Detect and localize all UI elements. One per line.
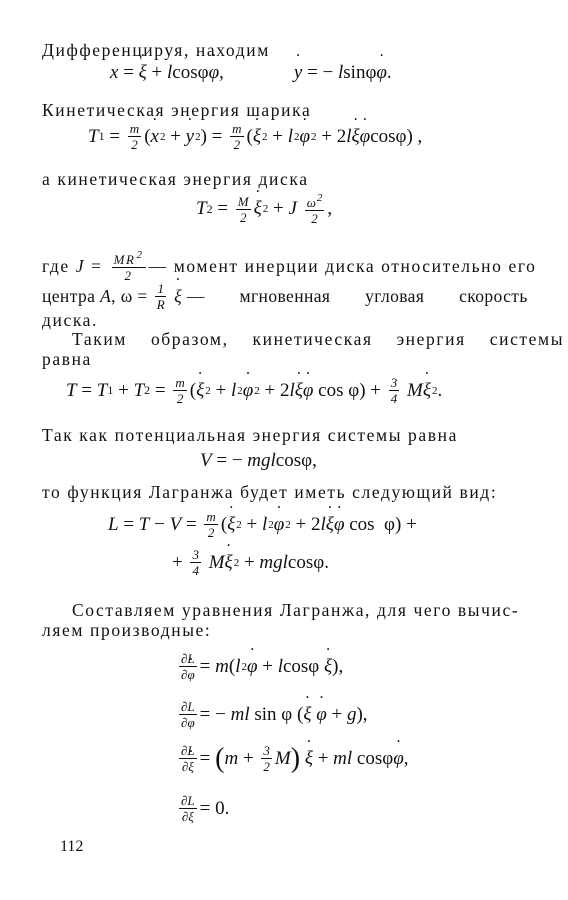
equation-velocities: ˙ x = ˙ ξ + l cosφ ˙ φ , ˙ y = − l sinφ ˙ φ . <box>110 62 392 84</box>
text-derivatives: ляем производные: <box>42 620 212 640</box>
equation-dl-dxidot: $\frac{\partial L}{\partial˙ \xi}$ = ( m + $\frac{3}{2}$ M ) ˙ ξ + ml cosφ ˙ φ , <box>176 744 408 773</box>
text-moment-inertia: где J = $\frac{MR^2}{2}$ — момент инерции диска относительно его <box>42 249 537 283</box>
text-where: где <box>42 255 70 276</box>
equation-t1: T 1 = $\frac{m}{2}$ ( ˙ x 2 + ˙ y 2 ) = $\frac{m}{2}$ ( ˙ ξ 2 + l 2 ˙ φ 2 + 2 l ˙ ξ ˙ φ cosφ) , <box>88 122 422 151</box>
text-lagrange-function: то функция Лагранжа будет иметь следующий вид: <box>42 482 498 502</box>
equation-lagrangian-2: + $\frac{3}{4}$ M ˙ ξ 2 + mgl cosφ. <box>172 548 329 577</box>
text-equals: равна <box>42 349 92 369</box>
text-differentiating: Дифференцируя, находим <box>42 40 270 60</box>
equation-dl-dphidot: $\frac{\partial L}{\partial˙ \varphi}$ = m ( l 2 ˙ φ + l cosφ ˙ ξ ), <box>176 652 343 681</box>
equation-total-t: T = T 1 + T 2 = $\frac{m}{2}$ ( ˙ ξ 2 + l 2 ˙ φ 2 + 2 l ˙ ξ ˙ φ cos φ) + $\frac{3}{4}$ M ˙ ξ 2 . <box>66 376 442 405</box>
text-moment-desc: — момент инерции диска относительно его <box>148 255 537 276</box>
text-center-a: центра A , ω = $\frac{1}{R}$ ˙ ξ — мгновенная угловая скорость <box>42 282 528 311</box>
text-potential: Так как потенциальная энергия системы равна <box>42 425 458 445</box>
text-thus: Таким образом, кинетическая энергия системы <box>72 329 565 349</box>
text-compose-equations: Составляем уравнения Лагранжа, для чего вычис- <box>72 600 520 620</box>
equation-t2: T 2 = $\frac{M}{2}$ ˙ ξ 2 + J $\frac{\omega^2}{2}$ , <box>196 193 332 225</box>
equation-dl-dxi: $\frac{\partial L}{\partial\xi}$ = 0. <box>181 793 230 824</box>
text-disk: диска. <box>42 310 99 330</box>
equation-dl-dphi: $\frac{\partial L}{\partial\varphi}$ = − ml sin φ ( ˙ ξ ˙ φ + g ), <box>176 700 368 729</box>
equation-lagrangian-1: L = T − V = $\frac{m}{2}$ ( ˙ ξ 2 + l 2 ˙ φ 2 + 2 l ˙ ξ ˙ φ cos φ) + <box>108 510 417 539</box>
text-kinetic-disk: а кинетическая энергия диска <box>42 169 309 189</box>
equation-v: V = − mgl cosφ, <box>200 450 317 471</box>
text-angular-speed: — мгновенная угловая скорость <box>186 286 528 306</box>
page-number: 112 <box>60 838 84 855</box>
text-center: центра <box>42 286 96 306</box>
text-kinetic-ball: Кинетическая энергия шарика <box>42 100 312 120</box>
